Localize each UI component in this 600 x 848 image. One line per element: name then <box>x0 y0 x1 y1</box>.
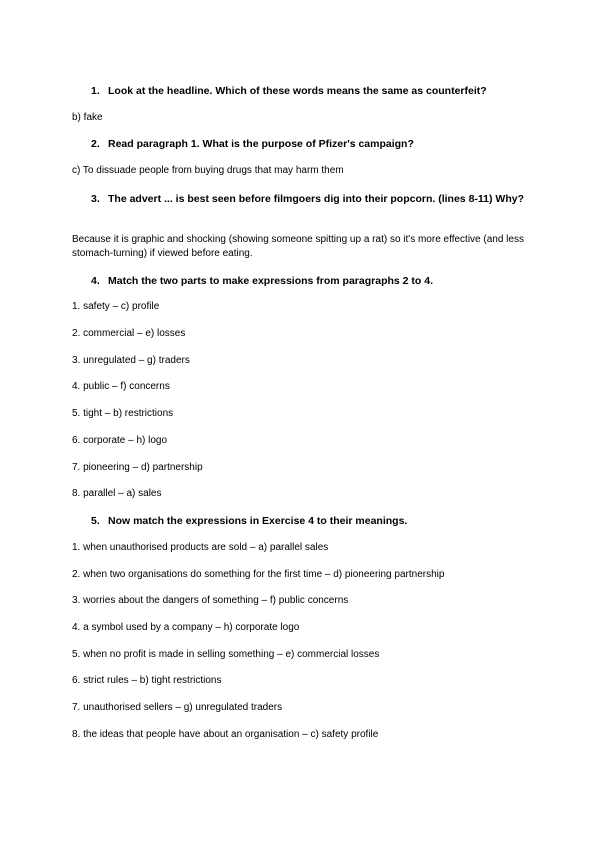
answer-4-line-1: 1. safety – c) profile <box>72 301 160 312</box>
question-text: Now match the expressions in Exercise 4 to their meanings. <box>108 515 408 527</box>
answer-4-line-4: 4. public – f) concerns <box>72 381 170 392</box>
answer-5-line-5: 5. when no profit is made in selling something – e) commercial losses <box>72 649 380 660</box>
answer-2: c) To dissuade people from buying drugs that may harm them <box>72 165 344 176</box>
answer-5-line-6: 6. strict rules – b) tight restrictions <box>72 675 222 686</box>
answer-4-line-8: 8. parallel – a) sales <box>72 488 162 499</box>
answer-3: Because it is graphic and shocking (showing someone spitting up a rat) so it's more effective (and less stomach-turning) if viewed before eating. <box>72 234 524 259</box>
question-number: 2. <box>91 138 100 150</box>
question-text: Match the two parts to make expressions from paragraphs 2 to 4. <box>108 275 434 287</box>
answer-4-line-3: 3. unregulated – g) traders <box>72 355 190 366</box>
question-number: 1. <box>91 85 100 97</box>
question-3 <box>91 192 531 206</box>
question-1 <box>91 84 531 98</box>
question-4 <box>91 274 531 288</box>
question-2 <box>91 137 531 151</box>
question-number: 4. <box>91 275 100 287</box>
question-text: Look at the headline. Which of these words means the same as counterfeit? <box>108 85 487 97</box>
answer-4-line-6: 6. corporate – h) logo <box>72 435 168 446</box>
question-text: Read paragraph 1. What is the purpose of Pfizer's campaign? <box>108 138 414 150</box>
answer-1: b) fake <box>72 112 103 123</box>
answer-4-line-5: 5. tight – b) restrictions <box>72 408 174 419</box>
answer-5-line-1: 1. when unauthorised products are sold – a) parallel sales <box>72 542 329 553</box>
question-text: The advert ... is best seen before filmgoers dig into their popcorn. (lines 8-11) Why? <box>108 193 524 205</box>
question-number: 5. <box>91 515 100 527</box>
answer-4-line-2: 2. commercial – e) losses <box>72 328 186 339</box>
answer-5-line-2: 2. when two organisations do something for the first time – d) pioneering partnership <box>72 569 445 580</box>
answer-5-line-8: 8. the ideas that people have about an organisation – c) safety profile <box>72 729 379 740</box>
answer-5-line-4: 4. a symbol used by a company – h) corporate logo <box>72 622 300 633</box>
question-number: 3. <box>91 193 100 205</box>
question-5 <box>91 514 531 528</box>
answer-5-line-3: 3. worries about the dangers of something – f) public concerns <box>72 595 349 606</box>
answer-4-line-7: 7. pioneering – d) partnership <box>72 462 203 473</box>
answer-5-line-7: 7. unauthorised sellers – g) unregulated traders <box>72 702 283 713</box>
